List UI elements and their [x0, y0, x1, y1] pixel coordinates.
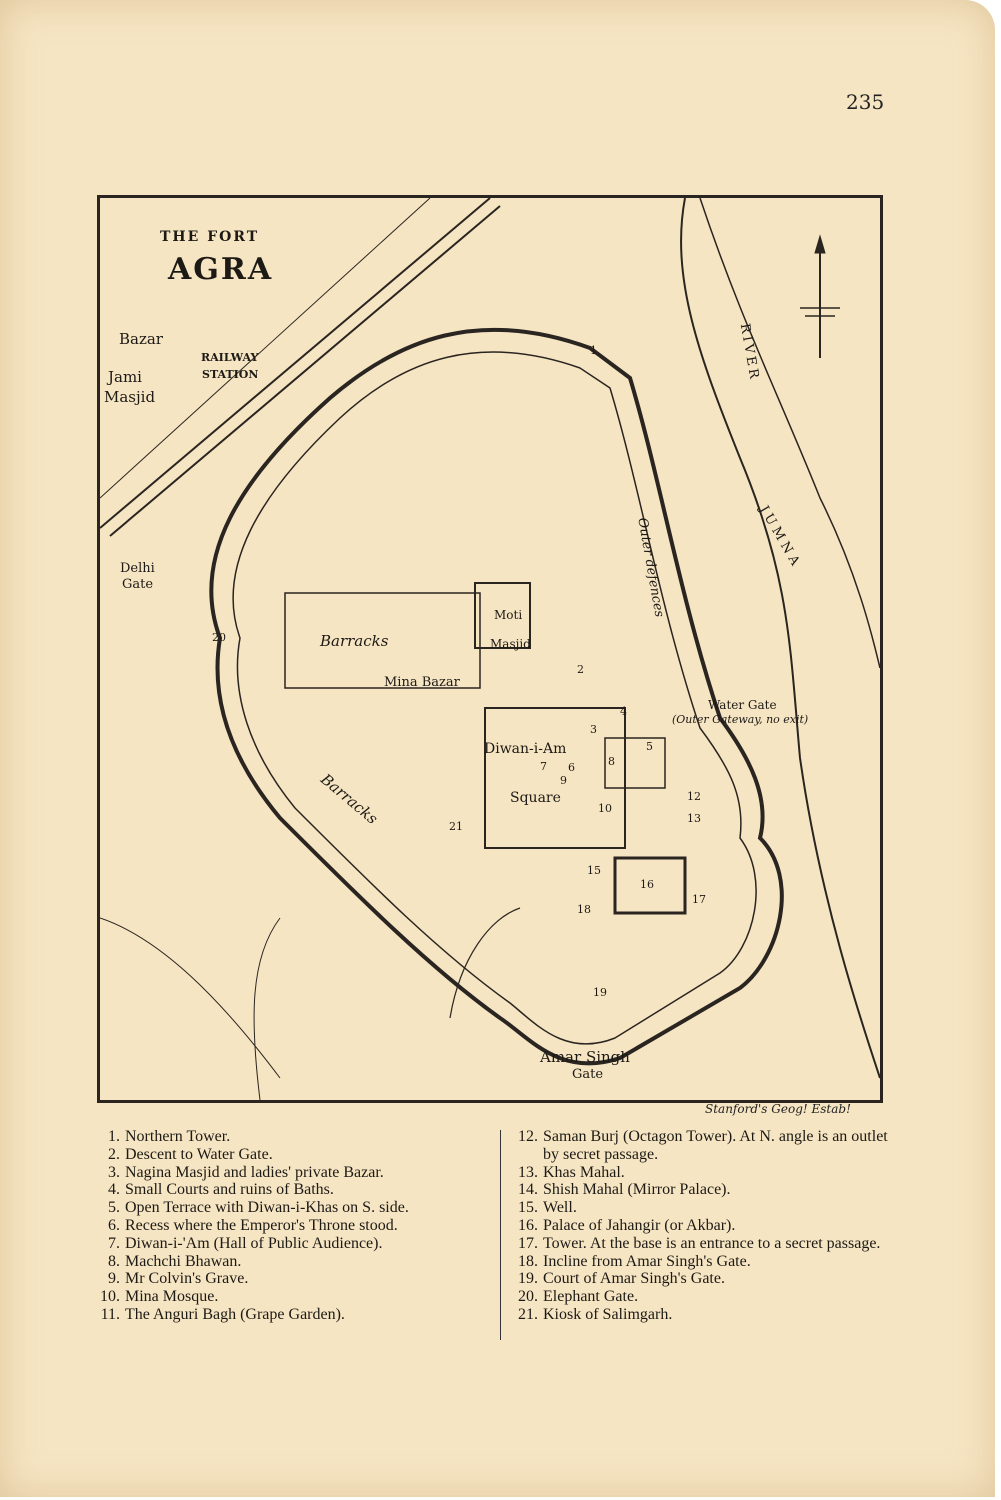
legend-item: [514, 1270, 898, 1288]
legend-text: Kiosk of Salimgarh.: [543, 1305, 673, 1323]
label-outer-defences: Outer defences: [634, 516, 667, 619]
legend-item: [96, 1253, 480, 1271]
legend-number: 19.: [518, 1270, 538, 1288]
label-barracks-south: Barracks: [317, 770, 382, 828]
diwan-i-am-square: [485, 708, 625, 848]
legend-number: 21.: [518, 1305, 538, 1323]
map-number: 2: [577, 663, 584, 676]
map-number: 5: [646, 740, 653, 753]
legend-item: [96, 1164, 480, 1182]
legend-item: [96, 1306, 480, 1324]
map-number: 3: [590, 723, 597, 736]
legend-item: [96, 1217, 480, 1235]
page-number: 235: [846, 90, 885, 114]
railway-line: [100, 198, 490, 528]
label-masjid: Masjid: [104, 388, 156, 406]
legend-item: [96, 1128, 480, 1146]
legend-number: 12.: [518, 1128, 538, 1145]
north-arrow-icon: [800, 236, 840, 358]
legend-text: Descent to Water Gate.: [125, 1145, 273, 1163]
legend-text: Nagina Masjid and ladies' private Bazar.: [125, 1163, 384, 1181]
legend-text: Open Terrace with Diwan-i-Khas on S. side.: [125, 1199, 409, 1217]
legend-number: 8.: [108, 1252, 120, 1270]
legend-text: Mr Colvin's Grave.: [125, 1270, 249, 1288]
label-delhi-gate: Gate: [122, 577, 154, 592]
legend-number: 13.: [518, 1163, 538, 1181]
legend-number: 11.: [100, 1305, 120, 1323]
legend-text: Machchi Bhawan.: [125, 1252, 242, 1270]
legend-text: Incline from Amar Singh's Gate.: [543, 1252, 751, 1270]
map-number: 17: [692, 893, 706, 906]
legend-text: Recess where the Emperor's Throne stood.: [125, 1216, 398, 1234]
label-mina-bazar: Mina Bazar: [384, 675, 460, 690]
map-number: 6: [568, 761, 575, 774]
legend-number: 10.: [100, 1288, 120, 1306]
legend-item: [514, 1128, 898, 1164]
legend-item: [514, 1253, 898, 1271]
legend-item: [514, 1199, 898, 1217]
legend-text: Well.: [543, 1199, 577, 1217]
map-number: 1: [590, 344, 597, 357]
legend-number: 4.: [108, 1181, 120, 1199]
legend-text: Court of Amar Singh's Gate.: [543, 1270, 725, 1288]
legend-text: Saman Burj (Octagon Tower). At N. angle is an outlet by secret passage.: [543, 1128, 888, 1163]
legend-text: Small Courts and ruins of Baths.: [125, 1181, 334, 1199]
legend-number: 20.: [518, 1288, 538, 1306]
map-number: 16: [640, 878, 654, 891]
legend-text: Diwan-i-'Am (Hall of Public Audience).: [125, 1234, 383, 1252]
legend-item: [96, 1181, 480, 1199]
legend-item: [96, 1235, 480, 1253]
map-number: 4: [620, 705, 627, 718]
legend-text: Elephant Gate.: [543, 1288, 639, 1306]
label-delhi: Delhi: [120, 561, 155, 576]
label-amar-gate: Gate: [572, 1067, 604, 1082]
label-square: Square: [510, 790, 561, 806]
legend-number: 7.: [108, 1234, 120, 1252]
fort-outer-wall: [211, 330, 782, 1064]
legend-number: 14.: [518, 1181, 538, 1199]
label-jumna: JUMNA: [756, 503, 805, 572]
map-number: 21: [449, 820, 463, 833]
label-outer-gateway: (Outer Gateway, no exit): [672, 713, 809, 726]
legend-text: Khas Mahal.: [543, 1163, 625, 1181]
map-number: 7: [540, 760, 547, 773]
legend-number: 18.: [518, 1252, 538, 1270]
legend-number: 2.: [108, 1145, 120, 1163]
map-number: 18: [577, 903, 591, 916]
legend-divider: [500, 1130, 501, 1340]
legend-item: [514, 1181, 898, 1199]
label-station: STATION: [202, 368, 259, 381]
river-bank: [681, 198, 880, 1078]
map-number: 10: [598, 802, 612, 815]
map-number: 12: [687, 790, 701, 803]
legend-item: [96, 1146, 480, 1164]
legend-text: Palace of Jahangir (or Akbar).: [543, 1216, 736, 1234]
legend-number: 15.: [518, 1199, 538, 1217]
legend-number: 1.: [108, 1128, 120, 1145]
legend-item: [514, 1288, 898, 1306]
legend-number: 9.: [108, 1270, 120, 1288]
map-title: AGRA: [168, 252, 274, 287]
legend-item: [514, 1306, 898, 1324]
label-diwan-i-am: Diwan-i-Am: [484, 741, 567, 757]
legend-text: Shish Mahal (Mirror Palace).: [543, 1181, 731, 1199]
map-title-small: THE FORT: [160, 229, 260, 245]
legend-item: [96, 1199, 480, 1217]
map-number: 8: [608, 755, 615, 768]
label-bazar: Bazar: [119, 330, 163, 348]
legend-left: [96, 1128, 480, 1324]
legend-item: [96, 1270, 480, 1288]
label-water-gate: Water Gate: [708, 698, 777, 712]
legend-number: 3.: [108, 1163, 120, 1181]
label-jami: Jami: [108, 368, 142, 386]
legend-item: [96, 1288, 480, 1306]
label-amar-singh: Amar Singh: [540, 1048, 630, 1066]
legend-text: Tower. At the base is an entrance to a secret passage.: [543, 1234, 881, 1252]
legend-number: 16.: [518, 1216, 538, 1234]
label-moti-masjid: Masjid: [490, 637, 531, 651]
legend-text: The Anguri Bagh (Grape Garden).: [125, 1305, 345, 1323]
legend-text: Northern Tower.: [125, 1128, 231, 1145]
legend-number: 6.: [108, 1216, 120, 1234]
map-number: 15: [587, 864, 601, 877]
legend-text: Mina Mosque.: [125, 1288, 219, 1306]
label-river: RIVER: [736, 322, 762, 383]
legend-item: [514, 1217, 898, 1235]
map-number: 13: [687, 812, 701, 825]
legend-item: [514, 1235, 898, 1253]
map-number: 20: [212, 631, 226, 644]
map-number: 9: [560, 774, 567, 787]
label-railway: RAILWAY: [201, 351, 259, 364]
label-barracks-north: Barracks: [320, 632, 389, 650]
label-moti: Moti: [494, 608, 523, 622]
map-number: 19: [593, 986, 607, 999]
legend-number: 17.: [518, 1234, 538, 1252]
legend-item: [514, 1164, 898, 1182]
legend-number: 5.: [108, 1199, 120, 1217]
legend-right: [514, 1128, 898, 1324]
map-credit: Stanford's Geog! Estab!: [705, 1102, 851, 1116]
